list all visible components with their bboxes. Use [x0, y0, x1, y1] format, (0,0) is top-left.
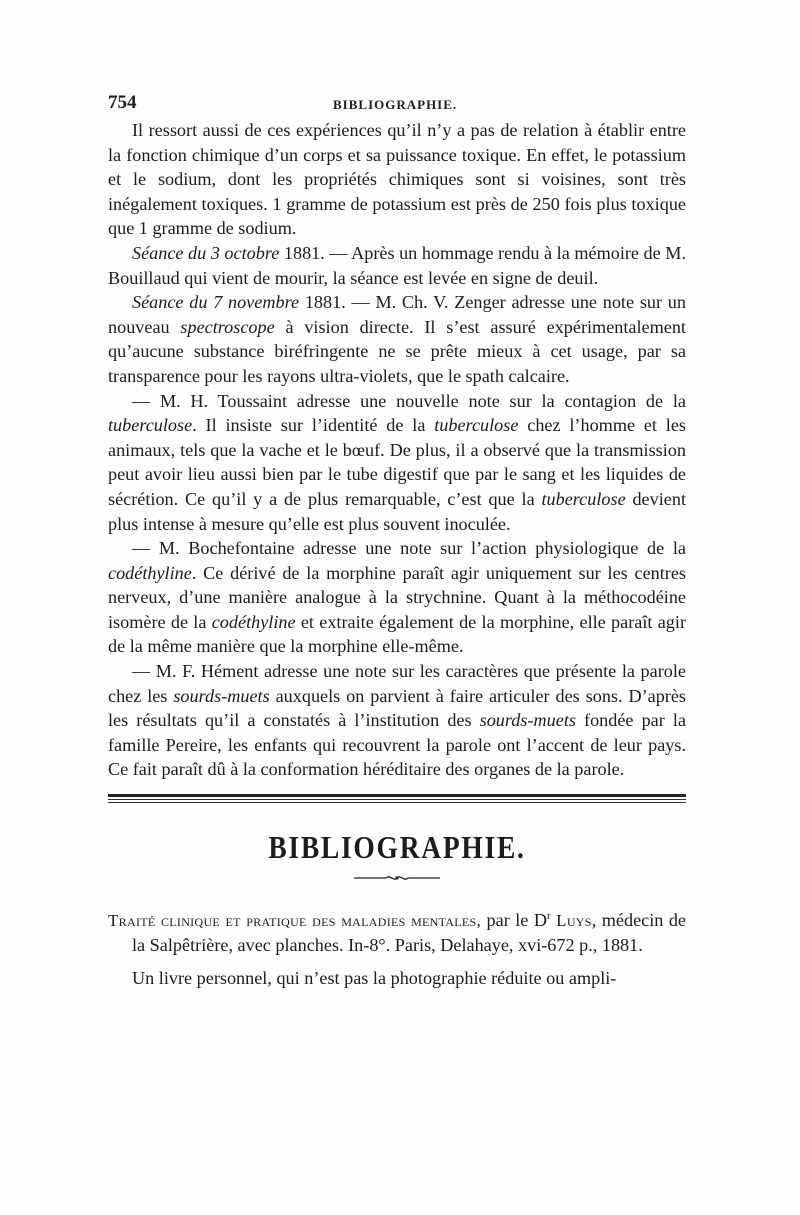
- running-header: [108, 92, 686, 118]
- ornament-flourish-icon: [108, 870, 686, 888]
- italic-term: codéthyline: [211, 611, 296, 632]
- paragraph-text: et extraite également de la morphine, elle paraît agir de la même manière que la morphine elle-même.: [108, 611, 686, 657]
- paragraph-text: fondée par la famille Pereire, les enfants qui recouvrent la parole ont l’accent de leur pays. Ce fait paraît dû à la conformation héréditaire des organes de la parole.: [108, 710, 686, 780]
- italic-term: sourds-muets: [173, 685, 270, 706]
- italic-term: sourds-muets: [479, 710, 576, 731]
- paragraph-text: — M. F. Hément adresse une note sur les caractères que présente la parole chez les: [108, 661, 686, 706]
- section-divider: [108, 794, 686, 803]
- divider-rule-thin: [108, 799, 686, 800]
- paragraph-bochefontaine: [108, 536, 686, 659]
- paragraph-toxicity: Il ressort aussi de ces expériences qu’il n’y a pas de relation à établir entre la fonction chimique d’un corps et sa puissance toxique. En effet, le potassium et le sodium, dont les propriétés chimiques sont si voisines, sont très inégalement toxiques. 1 gramme de potassium est près de 250 fois plus toxique que 1 gramme de sodium.: [108, 120, 686, 239]
- italic-term: tuberculose: [108, 415, 193, 436]
- section-title: BIBLIOGRAPHIE.: [268, 829, 526, 866]
- entry-author-name: Luys: [550, 911, 592, 931]
- paragraph-text: 1881. — Après un hommage rendu à la mémoire de M. Bouillaud qui vient de mourir, la séance est levée en signe de deuil.: [108, 242, 686, 288]
- paragraph-text: — M. H. Toussaint adresse une nouvelle note sur la contagion de la: [132, 390, 686, 411]
- paragraph-review-start: Un livre personnel, qui n’est pas la photographie réduite ou ampli-: [132, 968, 617, 989]
- paragraph-text: devient plus intense à mesure qu’elle est plus souvent inoculée.: [108, 488, 686, 534]
- paragraph-seance-octobre: [108, 241, 686, 290]
- paragraph-hement: [108, 659, 686, 782]
- entry-details: , médecin de la Salpêtrière, avec planches. In-8°. Paris, Delahaye, xvi-672 p., 1881.: [132, 910, 687, 956]
- paragraph-text: chez l’homme et les animaux, tels que la vache et le bœuf. De plus, il a observé que la transmission peut avoir lieu aussi bien par le tube digestif que par le sang et les liquides de sécrétion. Ce qu’il y a de plus remarquable, c’est que la: [108, 415, 686, 509]
- italic-term: tuberculose: [434, 415, 519, 436]
- paragraph-text: — M. Bochefontaine adresse une note sur l’action physiologique de la: [132, 538, 686, 559]
- entry-author-superscript: r: [546, 910, 551, 923]
- divider-rule-thin: [108, 802, 686, 803]
- paragraph-text: à vision directe. Il s’est assuré expérimentalement qu’aucune substance biréfringente ne se prête mieux à cet usage, par sa transparence pour les rayons ultra-violets, que le spath calcaire.: [108, 316, 686, 386]
- italic-term: codéthyline: [108, 562, 192, 583]
- italic-term: tuberculose: [541, 488, 626, 509]
- entry-author-prefix: par le D: [481, 910, 547, 931]
- paragraph-text: 1881. — M. Ch. V. Zenger adresse une note sur un nouveau: [108, 292, 686, 337]
- paragraph-seance-novembre: [108, 290, 686, 388]
- paragraph-toussaint: [108, 389, 686, 537]
- bibliography-entry: [108, 904, 686, 958]
- paragraph-text: . Ce dérivé de la morphine paraît agir uniquement sur les centres nerveux, d’une manière analogue à la strychnine. Quant à la méthocodéine isomère de la: [108, 562, 686, 632]
- paragraph-text: auxquels on parvient à faire articuler des sons. D’après les résultats qu’il a constatés à l’institution des: [108, 685, 687, 731]
- italic-term: spectroscope: [180, 316, 275, 337]
- entry-title: Traité clinique et pratique des maladies mentales,: [108, 911, 482, 931]
- page-number: 754: [108, 92, 137, 113]
- session-date-label: Séance du 7 novembre: [132, 292, 300, 313]
- session-date-label: Séance du 3 octobre: [132, 242, 280, 263]
- paragraph-text: . Il insiste sur l’identité de la: [192, 415, 435, 436]
- divider-rule-thick: [108, 794, 686, 797]
- book-page: [108, 92, 686, 991]
- running-title: BIBLIOGRAPHIE.: [333, 97, 458, 112]
